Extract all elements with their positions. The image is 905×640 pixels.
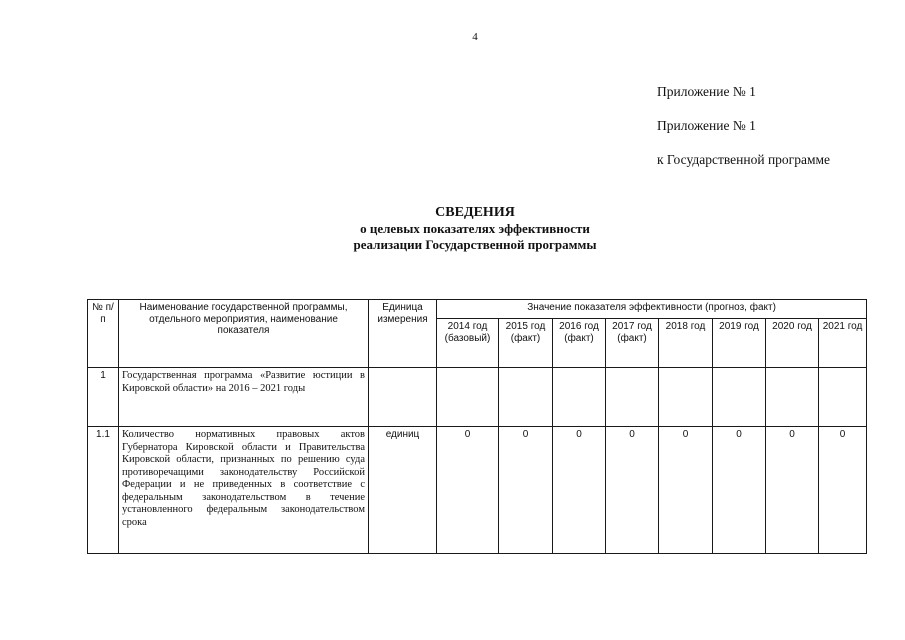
table-row bbox=[88, 427, 867, 554]
header-year: 2014 год (базовый) bbox=[437, 319, 499, 368]
title-line-3: реализации Государственной программы bbox=[353, 237, 597, 252]
header-num: № п/п bbox=[88, 300, 119, 368]
header-year: 2019 год bbox=[713, 319, 766, 368]
row-unit: единиц bbox=[369, 427, 437, 554]
page-number: 4 bbox=[472, 31, 478, 43]
row-value bbox=[437, 368, 499, 427]
header-year: 2015 год (факт) bbox=[499, 319, 553, 368]
header-row bbox=[88, 300, 867, 319]
row-name: Государственная программа «Развитие юстиции в Кировской области» на 2016 – 2021 годы bbox=[119, 368, 369, 427]
annex-program-reference: к Государственной программе bbox=[657, 152, 831, 167]
indicators-table bbox=[87, 299, 867, 554]
header-year: 2016 год (факт) bbox=[553, 319, 606, 368]
row-value: 0 bbox=[553, 427, 606, 554]
row-value: 0 bbox=[499, 427, 553, 554]
row-num: 1.1 bbox=[88, 427, 119, 554]
annex-label: Приложение № 1 bbox=[657, 84, 756, 99]
header-values-group: Значение показателя эффективности (прогноз, факт) bbox=[437, 300, 867, 319]
row-value: 0 bbox=[659, 427, 713, 554]
row-value bbox=[553, 368, 606, 427]
header-name: Наименование государственной программы, отдельного мероприятия, наименование показателя bbox=[119, 300, 369, 368]
row-value bbox=[713, 368, 766, 427]
row-value: 0 bbox=[606, 427, 659, 554]
row-value: 0 bbox=[437, 427, 499, 554]
header-year: 2021 год bbox=[819, 319, 867, 368]
header-year: 2017 год (факт) bbox=[606, 319, 659, 368]
row-value bbox=[819, 368, 867, 427]
row-unit bbox=[369, 368, 437, 427]
annex-label-repeat: Приложение № 1 bbox=[657, 118, 756, 133]
row-value bbox=[606, 368, 659, 427]
title-main: СВЕДЕНИЯ bbox=[435, 205, 515, 220]
row-value bbox=[499, 368, 553, 427]
row-value: 0 bbox=[819, 427, 867, 554]
table-row bbox=[88, 368, 867, 427]
row-num: 1 bbox=[88, 368, 119, 427]
row-value: 0 bbox=[766, 427, 819, 554]
header-unit: Единица измерения bbox=[369, 300, 437, 368]
header-year: 2020 год bbox=[766, 319, 819, 368]
row-value bbox=[659, 368, 713, 427]
row-value: 0 bbox=[713, 427, 766, 554]
row-name: Количество нормативных правовых актов Губернатора Кировской области и Правительства Кировской области, признанных по решению суда противоречащими законодательству Российской Федерации и не приведенных в соответствие с федеральным законодательством в течение установленного федеральным законодательством срока bbox=[119, 427, 369, 554]
row-value bbox=[766, 368, 819, 427]
header-year: 2018 год bbox=[659, 319, 713, 368]
document-title bbox=[290, 205, 660, 253]
title-line-2: о целевых показателях эффективности bbox=[360, 221, 590, 236]
